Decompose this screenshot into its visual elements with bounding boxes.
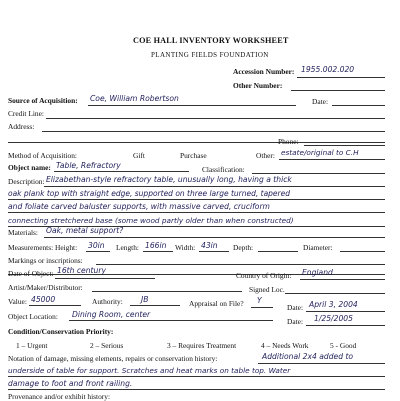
date-object-value[interactable]: 16th century: [57, 266, 106, 275]
materials-line: [44, 237, 385, 238]
method-gift[interactable]: Gift: [133, 151, 145, 160]
object-name-line: [54, 171, 189, 172]
description-rule-2: [8, 199, 385, 200]
date-object-label: Date of Object:: [8, 269, 54, 278]
diameter-label: Diameter:: [303, 243, 333, 252]
location-date-label: Date:: [287, 317, 304, 326]
value-line: [29, 305, 81, 306]
condition-heading: Condition/Conservation Priority:: [8, 327, 114, 336]
other-number-label: Other Number:: [233, 81, 283, 90]
signed-label: Signed Loc.: [249, 285, 285, 294]
source-label: Source of Acquisition:: [8, 96, 78, 105]
country-line: [300, 279, 385, 280]
address-line-1: [42, 131, 385, 132]
measurements-label: Measurements: Height:: [8, 243, 78, 252]
method-other-line: [279, 159, 385, 160]
width-label: Width:: [175, 243, 196, 252]
artist-label: Artist/Maker/Distributor:: [8, 283, 83, 292]
condition-needs-work[interactable]: 4 – Needs Work: [261, 341, 309, 350]
location-date-value[interactable]: 1/25/2005: [314, 314, 353, 323]
description-line-1[interactable]: Elizabethan-style refractory table, unusually long, having a thick: [46, 175, 292, 184]
phone-line: [304, 145, 385, 146]
source-date-line: [332, 105, 385, 106]
notation-rule-3: [8, 389, 385, 390]
notation-line-3[interactable]: damage to foot and front railing.: [8, 379, 133, 388]
notation-line-2[interactable]: underside of table for support. Scratches and heat marks on table top. Water: [8, 366, 291, 375]
markings-line-1: [96, 264, 385, 265]
notation-value-1[interactable]: Additional 2x4 added to: [262, 352, 354, 361]
height-value[interactable]: 30in: [88, 241, 105, 250]
address-label: Address:: [8, 122, 35, 131]
credit-line: [46, 118, 385, 119]
length-label: Length:: [116, 243, 139, 252]
notation-label: Notation of damage, missing elements, repairs or conservation history:: [8, 354, 218, 363]
value-value[interactable]: 45000: [31, 295, 56, 304]
condition-serious[interactable]: 2 – Serious: [90, 341, 124, 350]
country-value[interactable]: England: [302, 268, 333, 277]
other-number-line: [291, 90, 385, 91]
authority-value[interactable]: JB: [141, 295, 149, 304]
address-line-2: [8, 142, 385, 143]
width-line: [199, 251, 229, 252]
worksheet-title: COE HALL INVENTORY WORKSHEET: [133, 36, 289, 45]
method-other-label: Other:: [256, 151, 275, 160]
appraisal-value[interactable]: Y: [257, 296, 262, 305]
accession-value[interactable]: 1955.002.020: [301, 65, 355, 74]
artist-line: [92, 291, 242, 292]
appraisal-date-line: [306, 311, 385, 312]
classification-label: Classification:: [202, 165, 245, 174]
source-date-label: Date:: [312, 97, 329, 106]
phone-label: Phone:: [278, 137, 299, 146]
notation-rule-2: [8, 376, 385, 377]
provenance-label: Provenance and/or exhibit history:: [8, 392, 111, 401]
description-label: Description:: [8, 177, 45, 186]
materials-label: Materials:: [8, 228, 38, 237]
depth-label: Depth:: [233, 243, 254, 252]
method-purchase[interactable]: Purchase: [180, 151, 207, 160]
credit-label: Credit Line:: [8, 109, 44, 118]
country-label: Country of Origin:: [236, 271, 292, 280]
authority-label: Authority:: [92, 297, 123, 306]
accession-label: Accession Number:: [233, 67, 295, 76]
object-name-label: Object name:: [8, 163, 51, 172]
location-line: [69, 320, 273, 321]
source-line: [88, 105, 296, 106]
length-value[interactable]: 166in: [145, 241, 167, 250]
classification-line: [252, 173, 385, 174]
description-line-4[interactable]: connecting stretchered base (some wood partly older than when constructed): [8, 216, 294, 225]
appraisal-line: [251, 307, 273, 308]
condition-requires-treatment[interactable]: 3 – Requires Treatment: [167, 341, 237, 350]
materials-value[interactable]: Oak, metal support?: [46, 226, 124, 235]
method-other-value[interactable]: estate/original to C.H: [281, 148, 359, 157]
description-rule-3: [8, 212, 385, 213]
location-label: Object Location:: [8, 312, 58, 321]
location-date-line: [306, 325, 385, 326]
condition-urgent[interactable]: 1 – Urgent: [16, 341, 48, 350]
object-name-value[interactable]: Table, Refractory: [56, 161, 121, 170]
depth-line: [258, 251, 298, 252]
description-line-2[interactable]: oak plank top with straight edge, supported on three large turned, tapered: [8, 189, 291, 198]
signed-line: [285, 293, 385, 294]
appraisal-label: Appraisal on File?: [189, 299, 244, 308]
accession-line: [297, 77, 385, 78]
length-line: [143, 251, 173, 252]
appraisal-date-value[interactable]: April 3, 2004: [309, 300, 358, 309]
location-value[interactable]: Dining Room, center: [72, 310, 151, 319]
method-label: Method of Acquisition:: [8, 151, 77, 160]
markings-label: Markings or inscriptions:: [8, 256, 83, 265]
notation-rule-1: [258, 363, 385, 364]
description-rule-1: [44, 186, 385, 187]
width-value[interactable]: 43in: [201, 241, 218, 250]
authority-line: [130, 305, 180, 306]
description-line-3[interactable]: and foliate carved baluster supports, with massive carved, cruciform: [8, 202, 270, 211]
source-value[interactable]: Coe, William Robertson: [90, 94, 179, 103]
appraisal-date-label: Date:: [287, 303, 304, 312]
condition-good[interactable]: 5 - Good: [330, 341, 357, 350]
foundation-name: PLANTING FIELDS FOUNDATION: [151, 51, 269, 59]
height-line: [86, 251, 110, 252]
diameter-line: [340, 251, 385, 252]
date-object-line: [55, 278, 155, 279]
value-label: Value:: [8, 297, 27, 306]
